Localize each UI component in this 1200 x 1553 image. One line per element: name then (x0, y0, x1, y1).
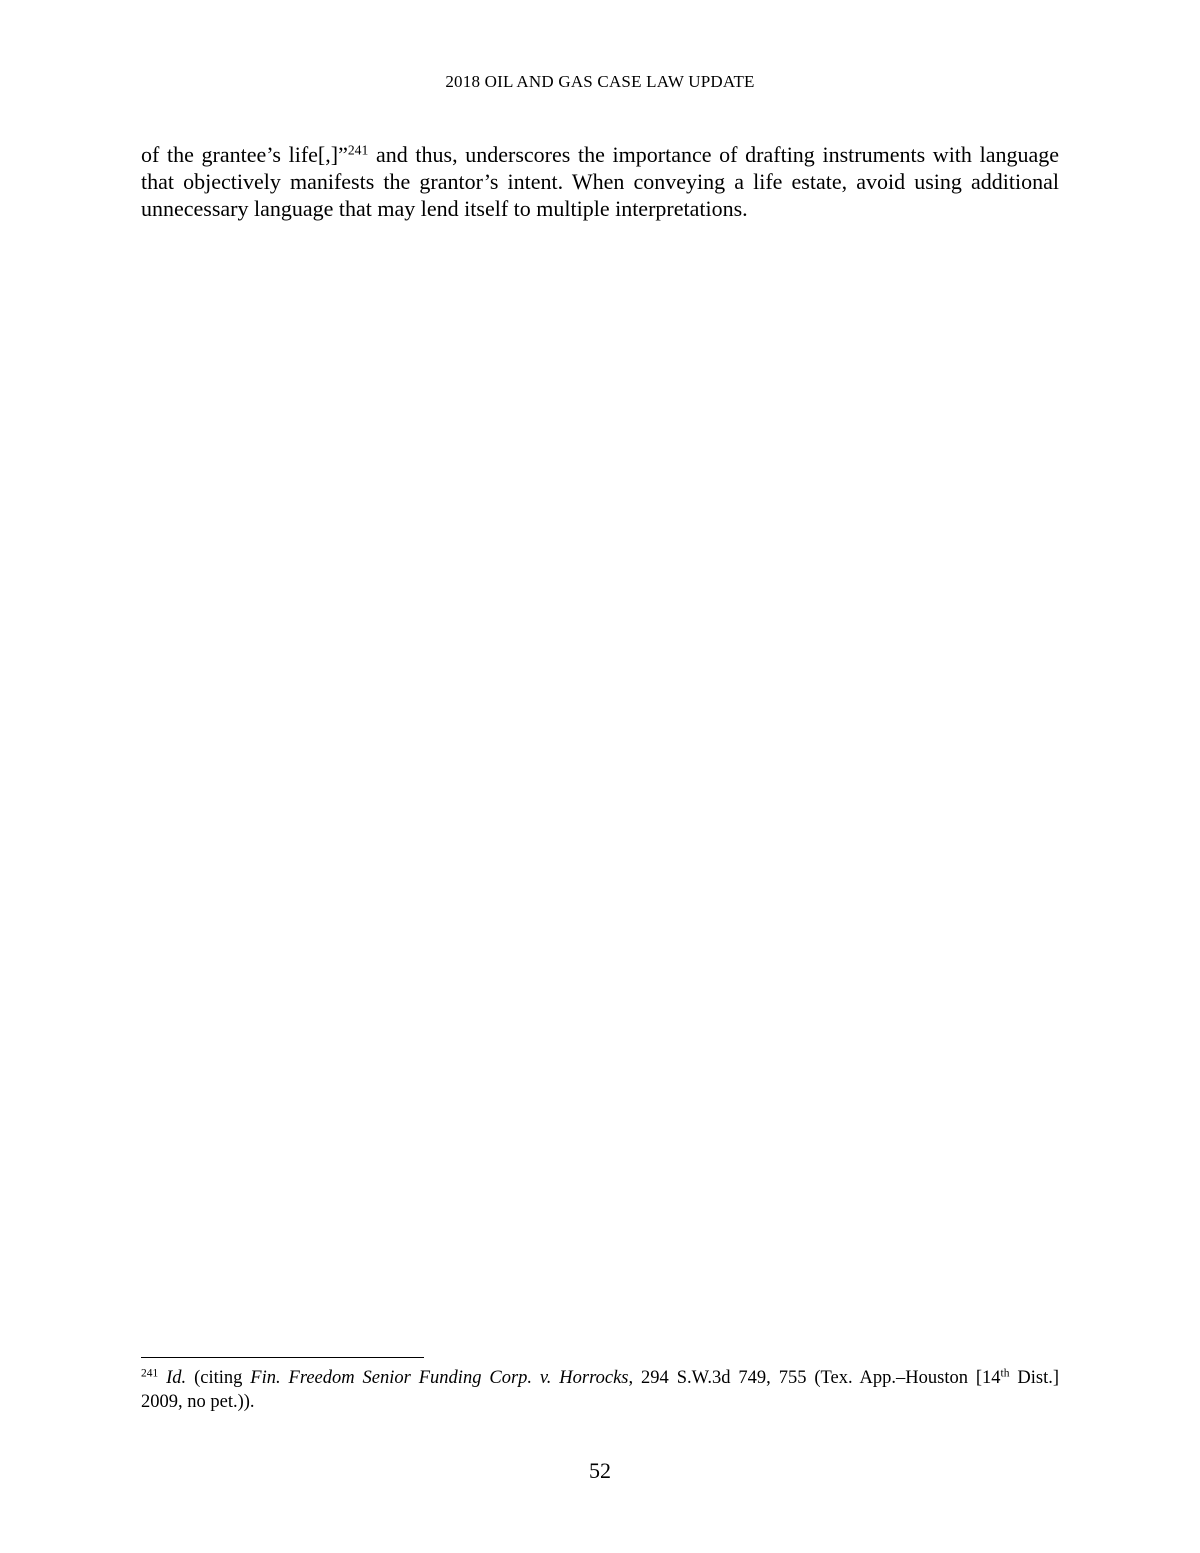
footnote-241 (141, 1366, 1059, 1414)
footnote-reference-241[interactable]: 241 (347, 142, 369, 158)
body-text-start: of the grantee’s life[,]” (141, 142, 348, 167)
body-text-rest: and thus, underscores the importance of drafting instruments with language that objectively manifests the grantor’s intent. When conveying a life estate, avoid using additional unnecessary language that may lend itself to multiple interpretations. (141, 142, 1059, 221)
footnote-district: Dist.] (1009, 1368, 1060, 1388)
footnote-text-citing: (citing (186, 1368, 251, 1388)
header-cap-g: G (558, 72, 571, 91)
header-cap-l: L (646, 72, 657, 91)
header-cap-c: C (597, 72, 609, 91)
header-sc-ase: ASE (608, 72, 647, 91)
header-cap-u: U (688, 72, 701, 91)
header-sc-as: AS (570, 72, 598, 91)
header-sc-pdate: PDATE (700, 72, 755, 91)
running-header (0, 72, 1200, 92)
footnote-case-name: Fin. Freedom Senior Funding Corp. v. Horrocks (250, 1368, 629, 1388)
footnote-number: 241 (141, 1367, 159, 1380)
footnote-line-1 (141, 1366, 1059, 1390)
header-sc-il-and: IL AND (497, 72, 559, 91)
footnote-separator (141, 1357, 424, 1358)
footnote-line-2: 2009, no pet.)). (141, 1392, 255, 1412)
header-cap-o: O (484, 72, 498, 91)
body-paragraph (141, 141, 1059, 222)
page-number: 52 (589, 1458, 611, 1483)
footnote-ordinal: th (1000, 1367, 1010, 1380)
header-sc-aw: AW (656, 72, 689, 91)
header-year: 2018 (445, 72, 481, 91)
footnote-citation: , 294 S.W.3d 749, 755 (Tex. App.–Houston [14 (628, 1368, 1001, 1388)
footnote-id: Id. (166, 1368, 187, 1388)
